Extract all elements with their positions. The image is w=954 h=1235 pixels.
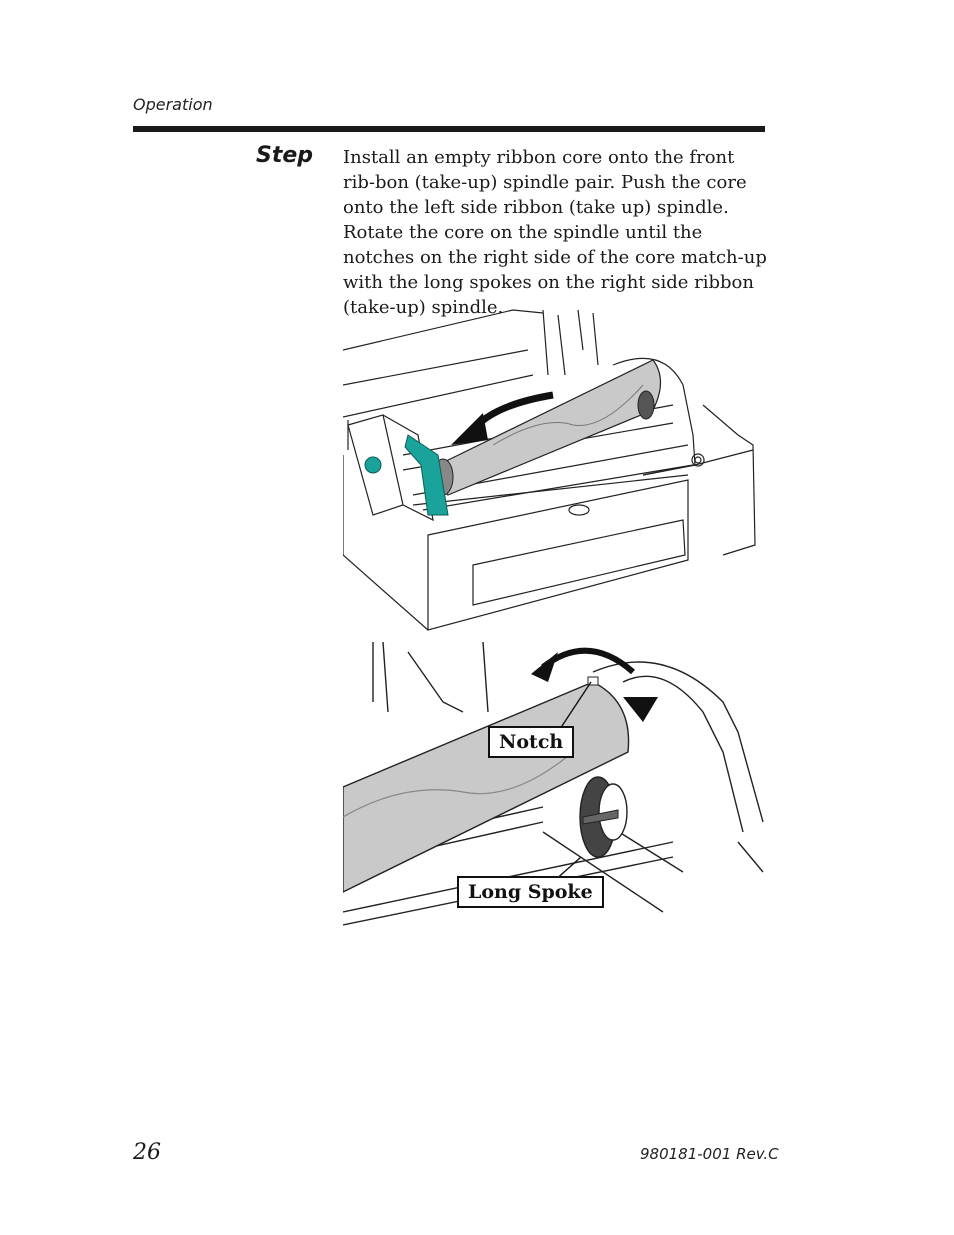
step-label: Step xyxy=(256,143,314,168)
notch-callout: Notch xyxy=(488,726,574,758)
long-spoke-callout: Long Spoke xyxy=(457,876,604,908)
header-rule xyxy=(133,126,765,132)
section-header: Operation xyxy=(133,95,213,114)
document-id: 980181-001 Rev.C xyxy=(640,1145,779,1163)
step-instructions: Install an empty ribbon core onto the front rib-bon (take-up) spindle pair. Push the core onto the left side ribbon (take up) spindle. Rotate the core on the spindle until the notches on the right side of the core match-up with the long spokes on the right side ribbon (take-up) spindle. xyxy=(343,147,767,318)
printer-illustration xyxy=(343,305,765,637)
page-number: 26 xyxy=(133,1140,161,1165)
latch-lever xyxy=(405,435,448,515)
